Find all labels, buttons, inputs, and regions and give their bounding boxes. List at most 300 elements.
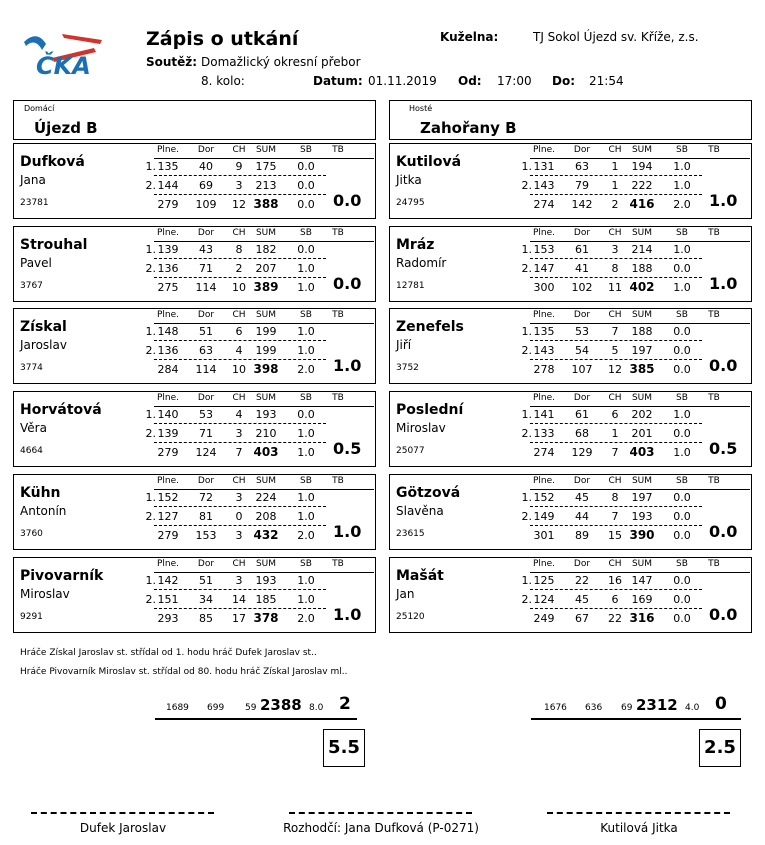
- col-header: Dor: [197, 145, 215, 155]
- col-header: Dor: [573, 227, 591, 238]
- total-cell: 85: [199, 611, 213, 625]
- col-header: SB: [300, 310, 312, 321]
- total-cell: 107: [571, 363, 593, 377]
- score-cell: 1.0: [297, 509, 315, 523]
- player-id: 3767: [20, 280, 43, 291]
- score-cell: 169: [631, 592, 653, 606]
- score-cell: 71: [199, 427, 213, 441]
- score-cell: 1.0: [673, 408, 691, 422]
- score-cell: 222: [631, 179, 653, 192]
- datum-label: Datum:: [313, 74, 363, 88]
- player-id: 23615: [396, 528, 425, 539]
- row-number: 1.: [521, 325, 532, 339]
- score-cell: 68: [575, 427, 589, 441]
- score-cell: 1.0: [297, 490, 315, 504]
- score-cell: 127: [157, 509, 179, 523]
- player-surname: Götzová: [396, 484, 461, 501]
- score-cell: 0.0: [673, 325, 691, 339]
- col-header: TB: [708, 227, 720, 238]
- total-cell: 284: [157, 363, 179, 377]
- score-cell: 224: [255, 490, 277, 504]
- row-separator: [154, 608, 326, 609]
- score-cell: 202: [631, 408, 653, 422]
- player-firstname: Věra: [20, 421, 47, 436]
- row-separator: [530, 340, 702, 341]
- col-header: CH: [608, 393, 622, 404]
- col-header: Plne.: [532, 475, 556, 486]
- col-header: Plne.: [532, 393, 556, 404]
- score-cell: 153: [533, 242, 555, 256]
- row-number: 2.: [145, 344, 156, 358]
- od-value: 17:00: [497, 74, 532, 88]
- player-firstname: Miroslav: [20, 586, 70, 601]
- score-cell: 0.0: [673, 592, 691, 606]
- col-header: SB: [676, 475, 688, 486]
- score-cell: 40: [199, 160, 213, 173]
- player-firstname: Jiří: [396, 338, 412, 353]
- header-separator: [530, 323, 750, 324]
- score-cell: 34: [199, 592, 213, 606]
- score-cell: 199: [255, 325, 277, 339]
- score-cell: 6: [235, 325, 243, 339]
- row-number: 2.: [521, 509, 532, 523]
- header-separator: [530, 572, 750, 573]
- total-cell: 10: [232, 363, 246, 377]
- kolo-value: 8. kolo:: [201, 74, 245, 88]
- row-separator: [154, 525, 326, 526]
- score-cell: 1: [611, 160, 619, 173]
- col-header: Dor: [573, 475, 591, 486]
- score-cell: 79: [575, 179, 589, 192]
- col-header: SUM: [255, 227, 277, 238]
- player-tb: 1.0: [333, 521, 362, 541]
- col-header: CH: [232, 393, 246, 404]
- header-separator: [154, 323, 374, 324]
- score-cell: 148: [157, 325, 179, 339]
- total-cell: 114: [195, 280, 217, 294]
- away-total-dor: 636: [585, 703, 603, 713]
- row-number: 1.: [145, 325, 156, 339]
- home-total-ch: 59: [245, 703, 257, 713]
- col-header: CH: [232, 558, 246, 569]
- logo-text: ČKA: [36, 52, 91, 80]
- row-separator: [530, 175, 702, 176]
- score-cell: 0.0: [673, 344, 691, 358]
- col-header: TB: [332, 475, 344, 486]
- header-separator: [530, 406, 750, 407]
- score-cell: 1: [611, 427, 619, 441]
- total-cell: 2.0: [297, 611, 315, 625]
- away-player-box: [389, 557, 752, 633]
- total-cell: 274: [533, 446, 555, 460]
- row-separator: [154, 506, 326, 507]
- row-separator: [154, 589, 326, 590]
- row-number: 2.: [521, 427, 532, 441]
- score-cell: 0.0: [673, 573, 691, 587]
- signature-line-middle: [289, 812, 472, 814]
- score-cell: 0.0: [297, 160, 315, 173]
- score-cell: 214: [631, 242, 653, 256]
- col-header: Plne.: [532, 310, 556, 321]
- home-player-box: [13, 474, 376, 550]
- home-team-name: Újezd B: [34, 119, 98, 137]
- score-cell: 1.0: [297, 261, 315, 275]
- total-cell: 301: [533, 528, 555, 542]
- col-header: SB: [676, 393, 688, 404]
- score-cell: 201: [631, 427, 653, 441]
- away-player-box: [389, 226, 752, 302]
- score-cell: 194: [631, 160, 653, 173]
- home-total-sum: 2388: [260, 696, 302, 714]
- player-tb: 1.0: [709, 273, 738, 293]
- away-total-sum: 2312: [636, 696, 678, 714]
- score-cell: 0.0: [297, 408, 315, 422]
- player-id: 3752: [396, 363, 419, 374]
- home-player-box: [13, 226, 376, 302]
- col-header: TB: [708, 310, 720, 321]
- score-cell: 136: [157, 261, 179, 275]
- row-separator: [530, 423, 702, 424]
- player-firstname: Jana: [20, 173, 46, 187]
- score-cell: 139: [157, 427, 179, 441]
- row-separator: [154, 258, 326, 259]
- player-tb: 0.0: [709, 356, 738, 376]
- row-separator: [154, 442, 326, 443]
- away-total-line: [531, 718, 741, 720]
- away-label: Hosté: [409, 104, 433, 113]
- total-cell: 1.0: [673, 280, 691, 294]
- cka-logo: [22, 28, 104, 80]
- total-cell: 109: [195, 198, 217, 211]
- player-firstname: Antonín: [20, 503, 67, 518]
- score-cell: 139: [157, 242, 179, 256]
- away-team-header: [389, 100, 752, 140]
- score-cell: 1.0: [673, 179, 691, 192]
- row-number: 1.: [521, 490, 532, 504]
- total-cell: 432: [253, 527, 279, 542]
- away-team-name: Zahořany B: [420, 119, 517, 137]
- note-substitution-2: Hráče Pivovarník Miroslav st. střídal od 80. hodu hráč Získal Jaroslav ml..: [20, 667, 348, 677]
- score-cell: 141: [533, 408, 555, 422]
- score-cell: 147: [533, 261, 555, 275]
- col-header: CH: [232, 475, 246, 486]
- home-total-plne: 1689: [166, 703, 189, 713]
- row-number: 1.: [521, 160, 532, 173]
- total-cell: 300: [533, 280, 555, 294]
- score-cell: 1.0: [297, 592, 315, 606]
- total-cell: 249: [533, 611, 555, 625]
- row-number: 1.: [521, 408, 532, 422]
- col-header: Dor: [197, 393, 215, 404]
- score-cell: 8: [611, 261, 619, 275]
- player-surname: Mašát: [396, 567, 444, 584]
- col-header: Dor: [573, 558, 591, 569]
- col-header: SUM: [631, 310, 653, 321]
- col-header: CH: [232, 310, 246, 321]
- score-cell: 143: [533, 179, 555, 192]
- total-cell: 293: [157, 611, 179, 625]
- row-separator: [154, 175, 326, 176]
- od-label: Od:: [458, 74, 482, 88]
- row-number: 2.: [521, 344, 532, 358]
- total-cell: 274: [533, 198, 555, 211]
- total-cell: 102: [571, 280, 593, 294]
- away-total-tb: 0: [715, 694, 727, 714]
- score-cell: 143: [533, 344, 555, 358]
- score-cell: 124: [533, 592, 555, 606]
- signature-referee: Rozhodčí: Jana Dufková (P-0271): [283, 821, 479, 835]
- player-id: 25077: [396, 446, 425, 457]
- score-cell: 1.0: [673, 160, 691, 173]
- score-cell: 3: [235, 573, 243, 587]
- col-header: SB: [300, 558, 312, 569]
- col-header: CH: [232, 227, 246, 238]
- row-separator: [530, 525, 702, 526]
- player-surname: Zenefels: [396, 319, 464, 336]
- col-header: SB: [676, 145, 688, 155]
- player-tb: 0.0: [333, 273, 362, 293]
- player-surname: Mráz: [396, 236, 435, 253]
- score-cell: 175: [255, 160, 277, 173]
- player-tb: 1.0: [709, 191, 738, 210]
- col-header: SUM: [255, 558, 277, 569]
- col-header: TB: [332, 227, 344, 238]
- home-total-line: [155, 718, 357, 720]
- col-header: Dor: [197, 227, 215, 238]
- score-cell: 0.0: [673, 509, 691, 523]
- total-cell: 316: [629, 610, 655, 625]
- row-number: 1.: [145, 573, 156, 587]
- header-separator: [530, 158, 750, 159]
- player-surname: Pivovarník: [20, 567, 104, 584]
- score-cell: 1.0: [297, 573, 315, 587]
- do-value: 21:54: [589, 74, 624, 88]
- total-cell: 7: [611, 446, 619, 460]
- col-header: TB: [708, 558, 720, 569]
- header-separator: [154, 406, 374, 407]
- col-header: TB: [332, 558, 344, 569]
- total-cell: 1.0: [297, 446, 315, 460]
- player-firstname: Jan: [396, 586, 415, 601]
- score-cell: 43: [199, 242, 213, 256]
- score-cell: 185: [255, 592, 277, 606]
- row-number: 2.: [145, 427, 156, 441]
- col-header: CH: [608, 310, 622, 321]
- score-cell: 1.0: [673, 242, 691, 256]
- score-cell: 41: [575, 261, 589, 275]
- col-header: Plne.: [156, 393, 180, 404]
- player-id: 9291: [20, 611, 43, 622]
- score-cell: 72: [199, 490, 213, 504]
- col-header: Plne.: [156, 145, 180, 155]
- score-cell: 208: [255, 509, 277, 523]
- total-cell: 153: [195, 528, 217, 542]
- player-id: 12781: [396, 280, 425, 291]
- home-team-header: [13, 100, 376, 140]
- col-header: SB: [676, 310, 688, 321]
- score-cell: 7: [611, 509, 619, 523]
- away-total-plne: 1676: [544, 703, 567, 713]
- total-cell: 124: [195, 446, 217, 460]
- score-cell: 207: [255, 261, 277, 275]
- score-cell: 199: [255, 344, 277, 358]
- score-cell: 4: [235, 344, 243, 358]
- score-cell: 0.0: [673, 490, 691, 504]
- away-final-score: 2.5: [699, 729, 741, 767]
- score-cell: 51: [199, 325, 213, 339]
- player-id: 3774: [20, 363, 43, 374]
- col-header: TB: [332, 310, 344, 321]
- score-cell: 125: [533, 573, 555, 587]
- col-header: Plne.: [156, 227, 180, 238]
- player-firstname: Radomír: [396, 255, 447, 270]
- score-cell: 0.0: [673, 261, 691, 275]
- player-tb: 0.0: [709, 604, 738, 624]
- score-cell: 44: [575, 509, 589, 523]
- total-cell: 390: [629, 527, 655, 542]
- home-total-sb: 8.0: [309, 703, 324, 713]
- player-id: 23781: [20, 198, 49, 208]
- away-total-sb: 4.0: [685, 703, 700, 713]
- col-header: Plne.: [532, 145, 556, 155]
- player-surname: Kutilová: [396, 154, 462, 170]
- score-cell: 193: [255, 408, 277, 422]
- col-header: Dor: [573, 310, 591, 321]
- total-cell: 129: [571, 446, 593, 460]
- player-tb: 1.0: [333, 356, 362, 376]
- score-cell: 151: [157, 592, 179, 606]
- col-header: Plne.: [156, 475, 180, 486]
- player-tb: 0.0: [709, 521, 738, 541]
- total-cell: 385: [629, 362, 655, 377]
- score-cell: 1.0: [297, 427, 315, 441]
- score-cell: 136: [157, 344, 179, 358]
- header-separator: [530, 241, 750, 242]
- score-cell: 8: [235, 242, 243, 256]
- score-cell: 6: [611, 592, 619, 606]
- col-header: SUM: [631, 227, 653, 238]
- col-header: CH: [608, 558, 622, 569]
- score-cell: 5: [611, 344, 619, 358]
- kuzelna-value: TJ Sokol Újezd sv. Kříže, z.s.: [533, 30, 699, 44]
- score-cell: 1.0: [297, 344, 315, 358]
- row-number: 1.: [145, 242, 156, 256]
- row-number: 2.: [145, 592, 156, 606]
- away-player-box: [389, 143, 752, 219]
- header-separator: [530, 489, 750, 490]
- total-cell: 389: [253, 279, 279, 294]
- col-header: SUM: [255, 393, 277, 404]
- row-number: 2.: [521, 592, 532, 606]
- score-cell: 213: [255, 179, 277, 192]
- score-cell: 51: [199, 573, 213, 587]
- total-cell: 142: [571, 198, 593, 211]
- total-cell: 1.0: [673, 446, 691, 460]
- col-header: Plne.: [156, 310, 180, 321]
- soutez-value: Domažlický okresní přebor: [201, 55, 361, 69]
- row-number: 1.: [145, 490, 156, 504]
- total-cell: 0.0: [673, 363, 691, 377]
- score-cell: 1: [611, 179, 619, 192]
- player-id: 3760: [20, 528, 43, 539]
- total-cell: 0.0: [673, 528, 691, 542]
- total-cell: 22: [608, 611, 622, 625]
- row-separator: [154, 277, 326, 278]
- total-cell: 15: [608, 528, 622, 542]
- score-cell: 0.0: [297, 242, 315, 256]
- row-separator: [530, 258, 702, 259]
- total-cell: 378: [253, 610, 279, 625]
- total-cell: 3: [235, 528, 243, 542]
- row-number: 1.: [521, 573, 532, 587]
- away-total-ch: 69: [621, 703, 633, 713]
- total-cell: 275: [157, 280, 179, 294]
- row-number: 2.: [145, 261, 156, 275]
- total-cell: 17: [232, 611, 246, 625]
- row-number: 1.: [145, 160, 156, 173]
- total-cell: 0.0: [297, 198, 315, 211]
- player-tb: 0.0: [333, 191, 362, 210]
- home-final-score: 5.5: [323, 729, 365, 767]
- score-cell: 54: [575, 344, 589, 358]
- row-separator: [154, 194, 326, 195]
- score-cell: 63: [199, 344, 213, 358]
- score-cell: 6: [611, 408, 619, 422]
- score-cell: 149: [533, 509, 555, 523]
- score-cell: 193: [631, 509, 653, 523]
- total-cell: 2.0: [297, 363, 315, 377]
- total-cell: 279: [157, 528, 179, 542]
- player-id: 4664: [20, 446, 43, 457]
- col-header: SB: [676, 227, 688, 238]
- score-cell: 140: [157, 408, 179, 422]
- col-header: Dor: [573, 145, 591, 155]
- score-cell: 197: [631, 490, 653, 504]
- score-cell: 1.0: [297, 325, 315, 339]
- row-separator: [154, 340, 326, 341]
- away-player-box: [389, 308, 752, 384]
- score-cell: 71: [199, 261, 213, 275]
- score-cell: 188: [631, 261, 653, 275]
- score-cell: 61: [575, 242, 589, 256]
- total-cell: 416: [629, 197, 655, 211]
- score-cell: 45: [575, 490, 589, 504]
- score-cell: 3: [235, 427, 243, 441]
- away-player-box: [389, 391, 752, 467]
- total-cell: 114: [195, 363, 217, 377]
- total-cell: 398: [253, 362, 279, 377]
- player-tb: 1.0: [333, 604, 362, 624]
- total-cell: 279: [157, 198, 179, 211]
- row-separator: [530, 442, 702, 443]
- row-number: 1.: [521, 242, 532, 256]
- score-cell: 3: [611, 242, 619, 256]
- col-header: Plne.: [156, 558, 180, 569]
- away-player-box: [389, 474, 752, 550]
- kuzelna-label: Kuželna:: [440, 30, 499, 44]
- score-cell: 69: [199, 179, 213, 192]
- signature-away-captain: Kutilová Jitka: [600, 821, 678, 835]
- player-surname: Horvátová: [20, 402, 102, 419]
- col-header: SUM: [631, 145, 653, 155]
- score-cell: 135: [157, 160, 179, 173]
- signature-home-captain: Dufek Jaroslav: [79, 821, 167, 835]
- home-player-box: [13, 391, 376, 467]
- score-cell: 135: [533, 325, 555, 339]
- signature-line-right: [547, 812, 730, 814]
- score-cell: 53: [199, 408, 213, 422]
- col-header: SB: [300, 227, 312, 238]
